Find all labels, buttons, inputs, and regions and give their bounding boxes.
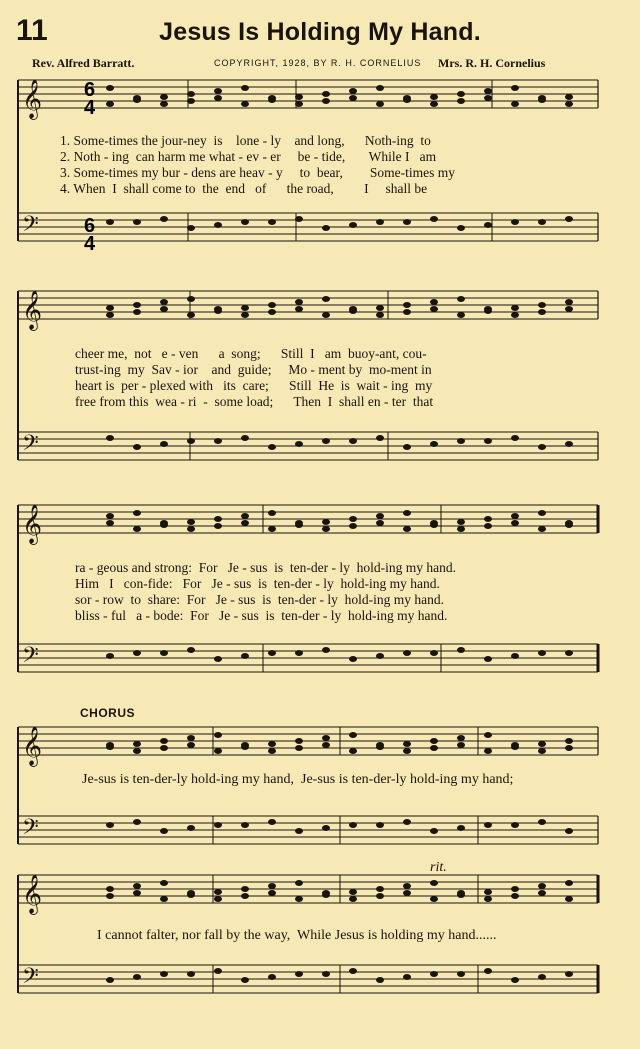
- note-head: [214, 306, 222, 312]
- note-head: [133, 883, 141, 889]
- note-head: [376, 822, 384, 828]
- verse-2-line-3: Him I con-fide: For Je - sus is ten-der - ly hold-ing my hand.: [75, 576, 440, 591]
- note-head: [430, 94, 438, 100]
- note-head: [133, 650, 141, 656]
- note-head: [484, 516, 492, 522]
- note-head: [106, 513, 114, 519]
- note-head: [511, 219, 519, 225]
- treble-clef-icon: 𝄞: [22, 79, 43, 119]
- note-head: [160, 299, 168, 305]
- note-head: [214, 523, 222, 529]
- note-head: [295, 306, 303, 312]
- note-head: [133, 309, 141, 315]
- note-head: [565, 896, 573, 902]
- note-head: [268, 444, 276, 450]
- note-head: [430, 896, 438, 902]
- note-head: [565, 880, 573, 886]
- note-head: [457, 526, 465, 532]
- note-head: [511, 312, 519, 318]
- note-head: [430, 880, 438, 886]
- note-head: [538, 819, 546, 825]
- note-head: [106, 312, 114, 318]
- note-head: [403, 444, 411, 450]
- note-head: [484, 968, 492, 974]
- note-head: [484, 222, 492, 228]
- note-head: [322, 519, 330, 525]
- note-head: [268, 748, 276, 754]
- note-head: [268, 526, 276, 532]
- note-head: [106, 886, 114, 892]
- note-head: [322, 225, 330, 231]
- note-head: [349, 656, 357, 662]
- note-head: [403, 302, 411, 308]
- note-head: [268, 309, 276, 315]
- note-head: [349, 523, 357, 529]
- note-head: [538, 444, 546, 450]
- note-head: [349, 889, 357, 895]
- composer-credit: Mrs. R. H. Cornelius: [438, 56, 546, 70]
- note-head: [376, 513, 384, 519]
- note-head: [511, 653, 519, 659]
- note-head: [241, 513, 249, 519]
- note-head: [538, 302, 546, 308]
- note-head: [160, 971, 168, 977]
- note-head: [403, 748, 411, 754]
- note-head: [133, 219, 141, 225]
- note-head: [376, 101, 384, 107]
- note-head: [241, 305, 249, 311]
- note-head: [457, 890, 465, 896]
- note-head: [160, 896, 168, 902]
- note-head: [403, 95, 411, 101]
- note-head: [295, 971, 303, 977]
- note-head: [160, 306, 168, 312]
- note-head: [565, 216, 573, 222]
- note-head: [268, 974, 276, 980]
- note-head: [484, 438, 492, 444]
- note-head: [511, 977, 519, 983]
- bass-clef-icon: 𝄢: [22, 212, 39, 242]
- note-head: [187, 312, 195, 318]
- note-head: [565, 299, 573, 305]
- note-head: [322, 312, 330, 318]
- treble-clef-icon: 𝄞: [22, 290, 43, 330]
- note-head: [106, 977, 114, 983]
- note-head: [538, 510, 546, 516]
- note-head: [106, 742, 114, 748]
- note-head: [187, 825, 195, 831]
- note-head: [268, 883, 276, 889]
- note-head: [106, 85, 114, 91]
- note-head: [484, 95, 492, 101]
- note-head: [187, 296, 195, 302]
- verse-3-line-2: heart is per - plexed with its care; Still He is wait - ing my: [75, 378, 433, 393]
- note-head: [187, 438, 195, 444]
- note-head: [538, 309, 546, 315]
- note-head: [268, 510, 276, 516]
- note-head: [376, 85, 384, 91]
- note-head: [565, 971, 573, 977]
- note-head: [565, 828, 573, 834]
- note-head: [133, 95, 141, 101]
- note-head: [295, 101, 303, 107]
- note-head: [322, 825, 330, 831]
- bass-clef-icon: 𝄢: [22, 964, 39, 994]
- note-head: [241, 101, 249, 107]
- note-head: [241, 653, 249, 659]
- note-head: [511, 85, 519, 91]
- treble-clef-icon: 𝄞: [22, 874, 43, 914]
- note-head: [376, 893, 384, 899]
- note-head: [322, 296, 330, 302]
- note-head: [268, 302, 276, 308]
- note-head: [214, 516, 222, 522]
- verse-4-line-1: 4. When I shall come to the end of the road, I shall be: [60, 181, 428, 196]
- hymn-number: 11: [16, 14, 48, 47]
- note-head: [133, 890, 141, 896]
- note-head: [322, 526, 330, 532]
- note-head: [106, 435, 114, 441]
- note-head: [403, 890, 411, 896]
- note-head: [133, 444, 141, 450]
- ts-bass-bottom: 4: [84, 233, 96, 255]
- note-head: [322, 438, 330, 444]
- note-head: [376, 977, 384, 983]
- note-head: [484, 732, 492, 738]
- note-head: [538, 219, 546, 225]
- note-head: [430, 299, 438, 305]
- note-head: [565, 745, 573, 751]
- note-head: [187, 225, 195, 231]
- note-head: [511, 305, 519, 311]
- note-head: [403, 309, 411, 315]
- note-head: [565, 306, 573, 312]
- note-head: [214, 438, 222, 444]
- note-head: [457, 825, 465, 831]
- note-head: [457, 296, 465, 302]
- note-head: [160, 101, 168, 107]
- note-head: [241, 219, 249, 225]
- note-head: [403, 510, 411, 516]
- note-head: [241, 822, 249, 828]
- note-head: [214, 95, 222, 101]
- note-head: [403, 650, 411, 656]
- note-head: [376, 219, 384, 225]
- note-head: [133, 974, 141, 980]
- note-head: [322, 735, 330, 741]
- note-head: [187, 526, 195, 532]
- note-head: [241, 893, 249, 899]
- note-head: [214, 656, 222, 662]
- note-head: [430, 441, 438, 447]
- note-head: [403, 883, 411, 889]
- note-head: [403, 819, 411, 825]
- note-head: [376, 886, 384, 892]
- note-head: [484, 88, 492, 94]
- note-head: [349, 516, 357, 522]
- note-head: [403, 741, 411, 747]
- bass-clef-icon: 𝄢: [22, 643, 39, 673]
- note-head: [268, 95, 276, 101]
- note-head: [403, 219, 411, 225]
- note-head: [160, 880, 168, 886]
- note-head: [376, 435, 384, 441]
- note-head: [349, 95, 357, 101]
- note-head: [106, 305, 114, 311]
- note-head: [457, 519, 465, 525]
- note-head: [322, 98, 330, 104]
- verse-1-line-3: ra - geous and strong: For Je - sus is ten-der - ly hold-ing my hand.: [75, 560, 456, 575]
- verse-2-line-2: trust-ing my Sav - ior and guide; Mo - ment by mo-ment in: [75, 362, 432, 377]
- note-head: [187, 647, 195, 653]
- note-head: [160, 828, 168, 834]
- note-head: [322, 647, 330, 653]
- note-head: [214, 822, 222, 828]
- note-head: [187, 890, 195, 896]
- note-head: [565, 520, 573, 526]
- note-head: [511, 513, 519, 519]
- note-head: [106, 520, 114, 526]
- verse-2-line-1: 2. Noth - ing can harm me what - ev - er be - tide, While I am: [60, 149, 437, 164]
- note-head: [295, 896, 303, 902]
- note-head: [430, 828, 438, 834]
- note-head: [187, 971, 195, 977]
- note-head: [349, 896, 357, 902]
- note-head: [457, 312, 465, 318]
- note-head: [349, 88, 357, 94]
- note-head: [187, 735, 195, 741]
- note-head: [538, 974, 546, 980]
- note-head: [484, 306, 492, 312]
- note-head: [538, 95, 546, 101]
- note-head: [214, 748, 222, 754]
- author-credit: Rev. Alfred Barratt.: [32, 56, 135, 70]
- verse-3-line-3: sor - row to share: For Je - sus is ten-der - ly hold-ing my hand.: [75, 592, 444, 607]
- note-head: [511, 822, 519, 828]
- note-head: [511, 742, 519, 748]
- note-head: [241, 977, 249, 983]
- note-head: [457, 735, 465, 741]
- note-head: [133, 302, 141, 308]
- note-head: [160, 441, 168, 447]
- note-head: [457, 225, 465, 231]
- note-head: [295, 738, 303, 744]
- note-head: [511, 101, 519, 107]
- verse-4-line-3: bliss - ful a - bode: For Je - sus is ten-der - ly hold-ing my hand.: [75, 608, 448, 623]
- note-head: [511, 520, 519, 526]
- note-head: [187, 742, 195, 748]
- note-head: [295, 745, 303, 751]
- note-head: [538, 741, 546, 747]
- note-head: [295, 94, 303, 100]
- ts-bass-top: 6: [84, 215, 96, 237]
- note-head: [484, 822, 492, 828]
- note-head: [241, 742, 249, 748]
- chorus-label: CHORUS: [80, 706, 136, 720]
- note-head: [349, 438, 357, 444]
- note-head: [214, 889, 222, 895]
- note-head: [160, 520, 168, 526]
- note-head: [214, 222, 222, 228]
- verse-3-line-1: 3. Some-times my bur - dens are heav - y to bear, Some-times my: [60, 165, 456, 180]
- note-head: [376, 312, 384, 318]
- note-head: [430, 650, 438, 656]
- note-head: [133, 741, 141, 747]
- note-head: [457, 438, 465, 444]
- note-head: [268, 650, 276, 656]
- note-head: [349, 822, 357, 828]
- note-head: [322, 890, 330, 896]
- note-head: [538, 883, 546, 889]
- note-head: [538, 650, 546, 656]
- note-head: [403, 974, 411, 980]
- note-head: [376, 305, 384, 311]
- note-head: [322, 91, 330, 97]
- note-head: [241, 435, 249, 441]
- note-head: [160, 94, 168, 100]
- note-head: [322, 742, 330, 748]
- note-head: [349, 968, 357, 974]
- ritardando-mark: rit.: [430, 860, 447, 875]
- note-head: [376, 742, 384, 748]
- note-head: [295, 441, 303, 447]
- note-head: [511, 893, 519, 899]
- note-head: [106, 893, 114, 899]
- note-head: [187, 91, 195, 97]
- note-head: [430, 971, 438, 977]
- verse-1-line-1: 1. Some-times the jour-ney is lone - ly and long, Noth-ing to: [60, 133, 431, 148]
- note-head: [430, 738, 438, 744]
- note-head: [565, 101, 573, 107]
- chorus-line-2: I cannot falter, nor fall by the way, While Jesus is holding my hand......: [97, 928, 497, 943]
- note-head: [484, 896, 492, 902]
- note-head: [484, 523, 492, 529]
- note-head: [268, 741, 276, 747]
- note-head: [241, 886, 249, 892]
- verse-1-line-2: cheer me, not e - ven a song; Still I am buoy-ant, cou-: [75, 346, 427, 361]
- note-head: [106, 219, 114, 225]
- treble-clef-icon: 𝄞: [22, 726, 43, 766]
- note-head: [430, 745, 438, 751]
- note-head: [268, 819, 276, 825]
- chorus-line-1: Je-sus is ten-der-ly hold-ing my hand, Je-sus is ten-der-ly hold-ing my hand;: [82, 772, 514, 787]
- note-head: [295, 216, 303, 222]
- note-head: [160, 738, 168, 744]
- note-head: [133, 748, 141, 754]
- note-head: [457, 742, 465, 748]
- note-head: [565, 94, 573, 100]
- note-head: [133, 510, 141, 516]
- note-head: [241, 85, 249, 91]
- note-head: [241, 520, 249, 526]
- note-head: [457, 647, 465, 653]
- note-head: [457, 971, 465, 977]
- note-head: [106, 822, 114, 828]
- note-head: [295, 520, 303, 526]
- treble-clef-icon: 𝄞: [22, 504, 43, 544]
- note-head: [214, 968, 222, 974]
- note-head: [214, 896, 222, 902]
- note-head: [565, 738, 573, 744]
- note-head: [538, 890, 546, 896]
- ts-treble-top: 6: [84, 79, 96, 101]
- note-head: [349, 732, 357, 738]
- note-head: [538, 748, 546, 754]
- note-head: [106, 653, 114, 659]
- note-head: [511, 435, 519, 441]
- note-head: [484, 656, 492, 662]
- note-head: [376, 520, 384, 526]
- note-head: [295, 650, 303, 656]
- note-head: [565, 441, 573, 447]
- note-head: [160, 216, 168, 222]
- note-head: [430, 520, 438, 526]
- note-head: [187, 98, 195, 104]
- copyright-notice: COPYRIGHT, 1928, BY R. H. CORNELIUS: [214, 58, 422, 68]
- verse-4-line-2: free from this wea - ri - some load; Then I shall en - ter that: [75, 394, 434, 409]
- note-head: [403, 526, 411, 532]
- note-head: [349, 306, 357, 312]
- note-head: [133, 526, 141, 532]
- note-head: [511, 886, 519, 892]
- note-head: [268, 219, 276, 225]
- bass-clef-icon: 𝄢: [22, 431, 39, 461]
- note-head: [349, 222, 357, 228]
- note-head: [538, 526, 546, 532]
- note-head: [268, 890, 276, 896]
- note-head: [160, 745, 168, 751]
- note-head: [160, 650, 168, 656]
- note-head: [187, 519, 195, 525]
- note-head: [295, 299, 303, 305]
- note-head: [133, 819, 141, 825]
- note-head: [430, 306, 438, 312]
- note-head: [376, 653, 384, 659]
- note-head: [430, 216, 438, 222]
- note-head: [295, 828, 303, 834]
- note-head: [241, 312, 249, 318]
- note-head: [322, 971, 330, 977]
- hymn-title: Jesus Is Holding My Hand.: [159, 18, 481, 46]
- bass-clef-icon: 𝄢: [22, 815, 39, 845]
- note-head: [457, 91, 465, 97]
- note-head: [457, 98, 465, 104]
- note-head: [214, 88, 222, 94]
- note-head: [214, 732, 222, 738]
- note-head: [106, 101, 114, 107]
- note-head: [430, 101, 438, 107]
- ts-treble-bottom: 4: [84, 97, 96, 119]
- note-head: [484, 748, 492, 754]
- note-head: [565, 650, 573, 656]
- note-head: [349, 748, 357, 754]
- note-head: [295, 880, 303, 886]
- note-head: [484, 889, 492, 895]
